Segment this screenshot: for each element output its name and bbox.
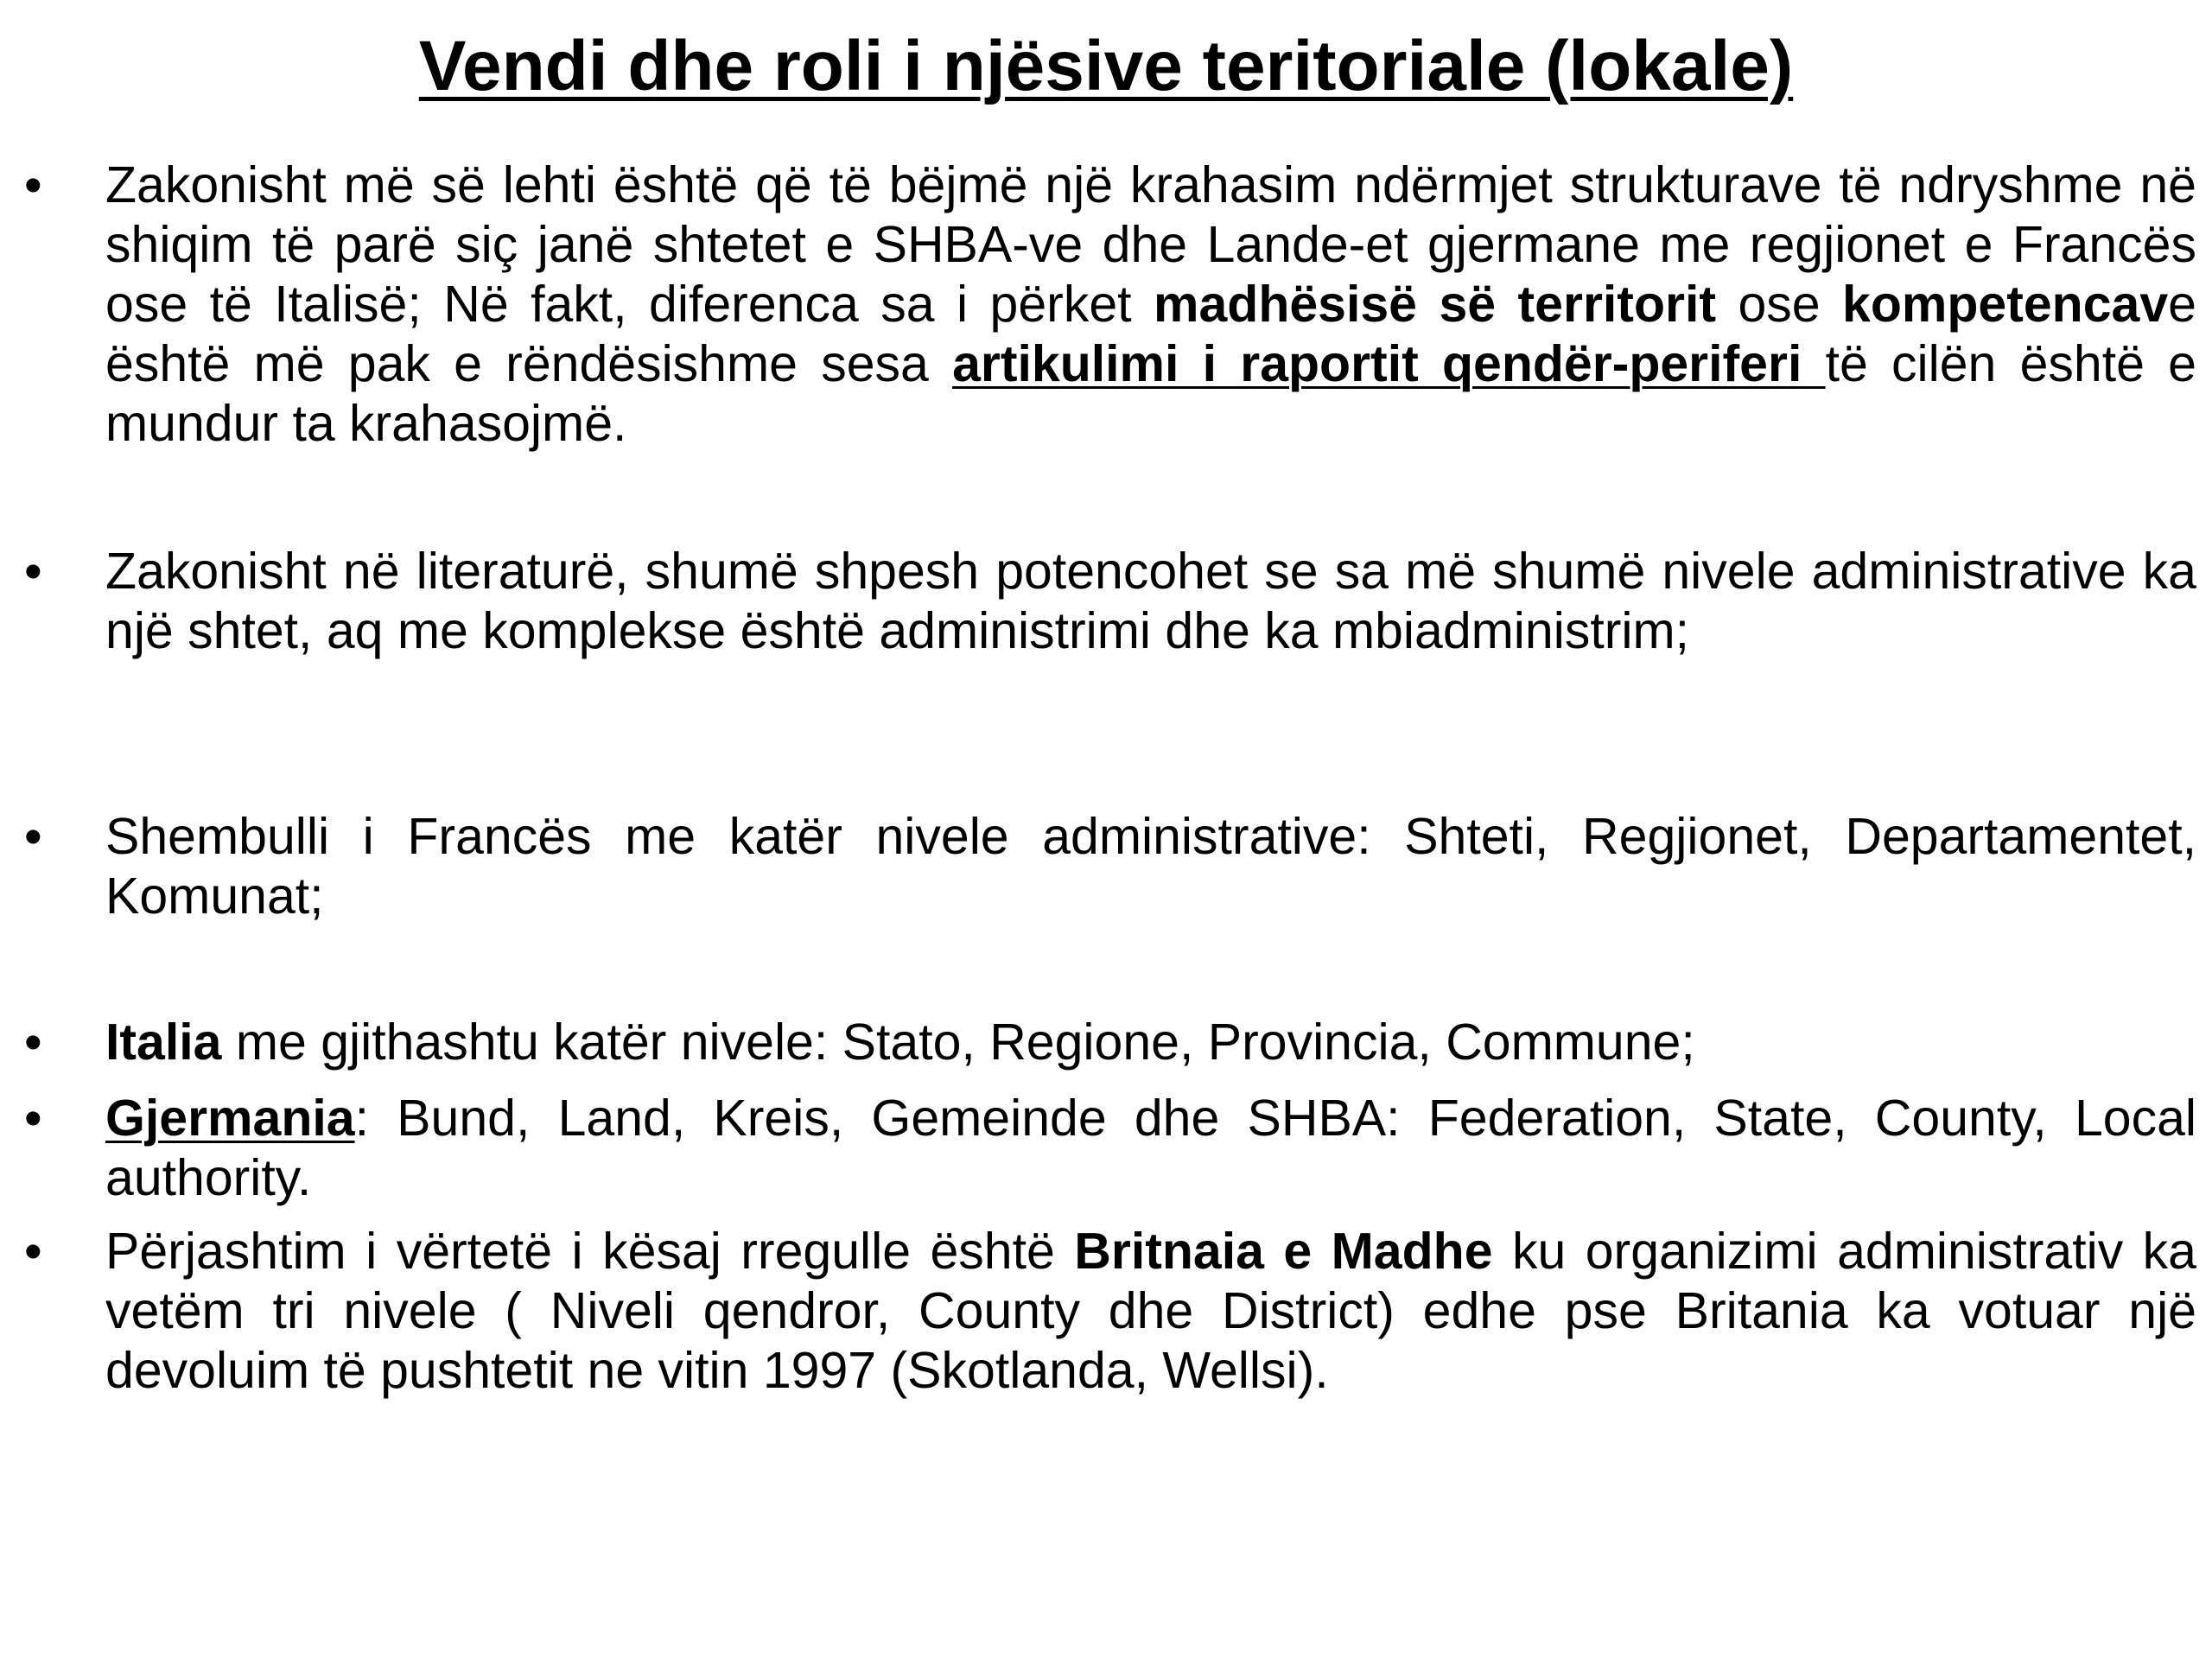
- bullet-text: Përjashtim i vërtetë i kësaj rregulle është: [105, 1223, 1075, 1280]
- bullet-text: të cilën është e mundur ta krahasojmë.: [105, 335, 2196, 452]
- bullet-item: [105, 156, 2196, 454]
- bullet-text: me gjithashtu katër nivele: Stato, Regione, Provincia, Commune;: [221, 1014, 1695, 1071]
- bullet-bold-text: Italia: [105, 1014, 222, 1071]
- bullet-item: [105, 1222, 2196, 1401]
- bullet-text: e është më pak e rëndësishme sesa: [105, 276, 2196, 392]
- bullet-bold-underlined-text: artikulimi i raportit qendër-periferi: [952, 335, 1826, 392]
- bullet-text: ku organizimi administrativ ka vetëm tri nivele ( Niveli qendror, County dhe District) edhe pse Britania ka votuar një devoluim të pushtetit ne vitin 1997 (Skotlanda, Wellsi).: [105, 1223, 2196, 1399]
- bullet-item: [105, 1013, 2196, 1072]
- bullet-text: Zakonisht në literaturë, shumë shpesh potencohet se sa më shumë nivele administrative ka një shtet, aq me komplekse është administrimi dhe ka mbiadministrim;: [105, 543, 2196, 659]
- bullet-bold-text: madhësisë së territorit: [1154, 276, 1716, 333]
- bullet-bold-underlined-text: Gjermania: [105, 1090, 355, 1147]
- bullet-text: : Bund, Land, Kreis, Gemeinde dhe SHBA: Federation, State, County, Local authority.: [105, 1090, 2196, 1206]
- bullet-item: [105, 542, 2196, 661]
- bullet-bold-text: Britnaia e Madhe: [1074, 1223, 1493, 1280]
- bullet-item: [105, 807, 2196, 926]
- slide-title: [0, 19, 2212, 114]
- slide-title-text: Vendi dhe roli i njësive teritoriale (lokale): [418, 27, 1794, 105]
- bullet-text: Zakonisht më së lehti është që të bëjmë një krahasim ndërmjet strukturave të ndryshme në shiqim të parë siç janë shtetet e SHBA-ve dhe Lande-et gjermane me regjionet e Francës ose të Italisë; Në fakt, diferenca sa i përket: [105, 156, 2196, 333]
- bullet-text: ose: [1716, 276, 1843, 333]
- bullet-text: Shembulli i Francës me katër nivele administrative: Shteti, Regjionet, Departamentet, Komunat;: [105, 808, 2196, 925]
- bullet-bold-text: kompetencav: [1842, 276, 2169, 333]
- bullet-item: [105, 1089, 2196, 1208]
